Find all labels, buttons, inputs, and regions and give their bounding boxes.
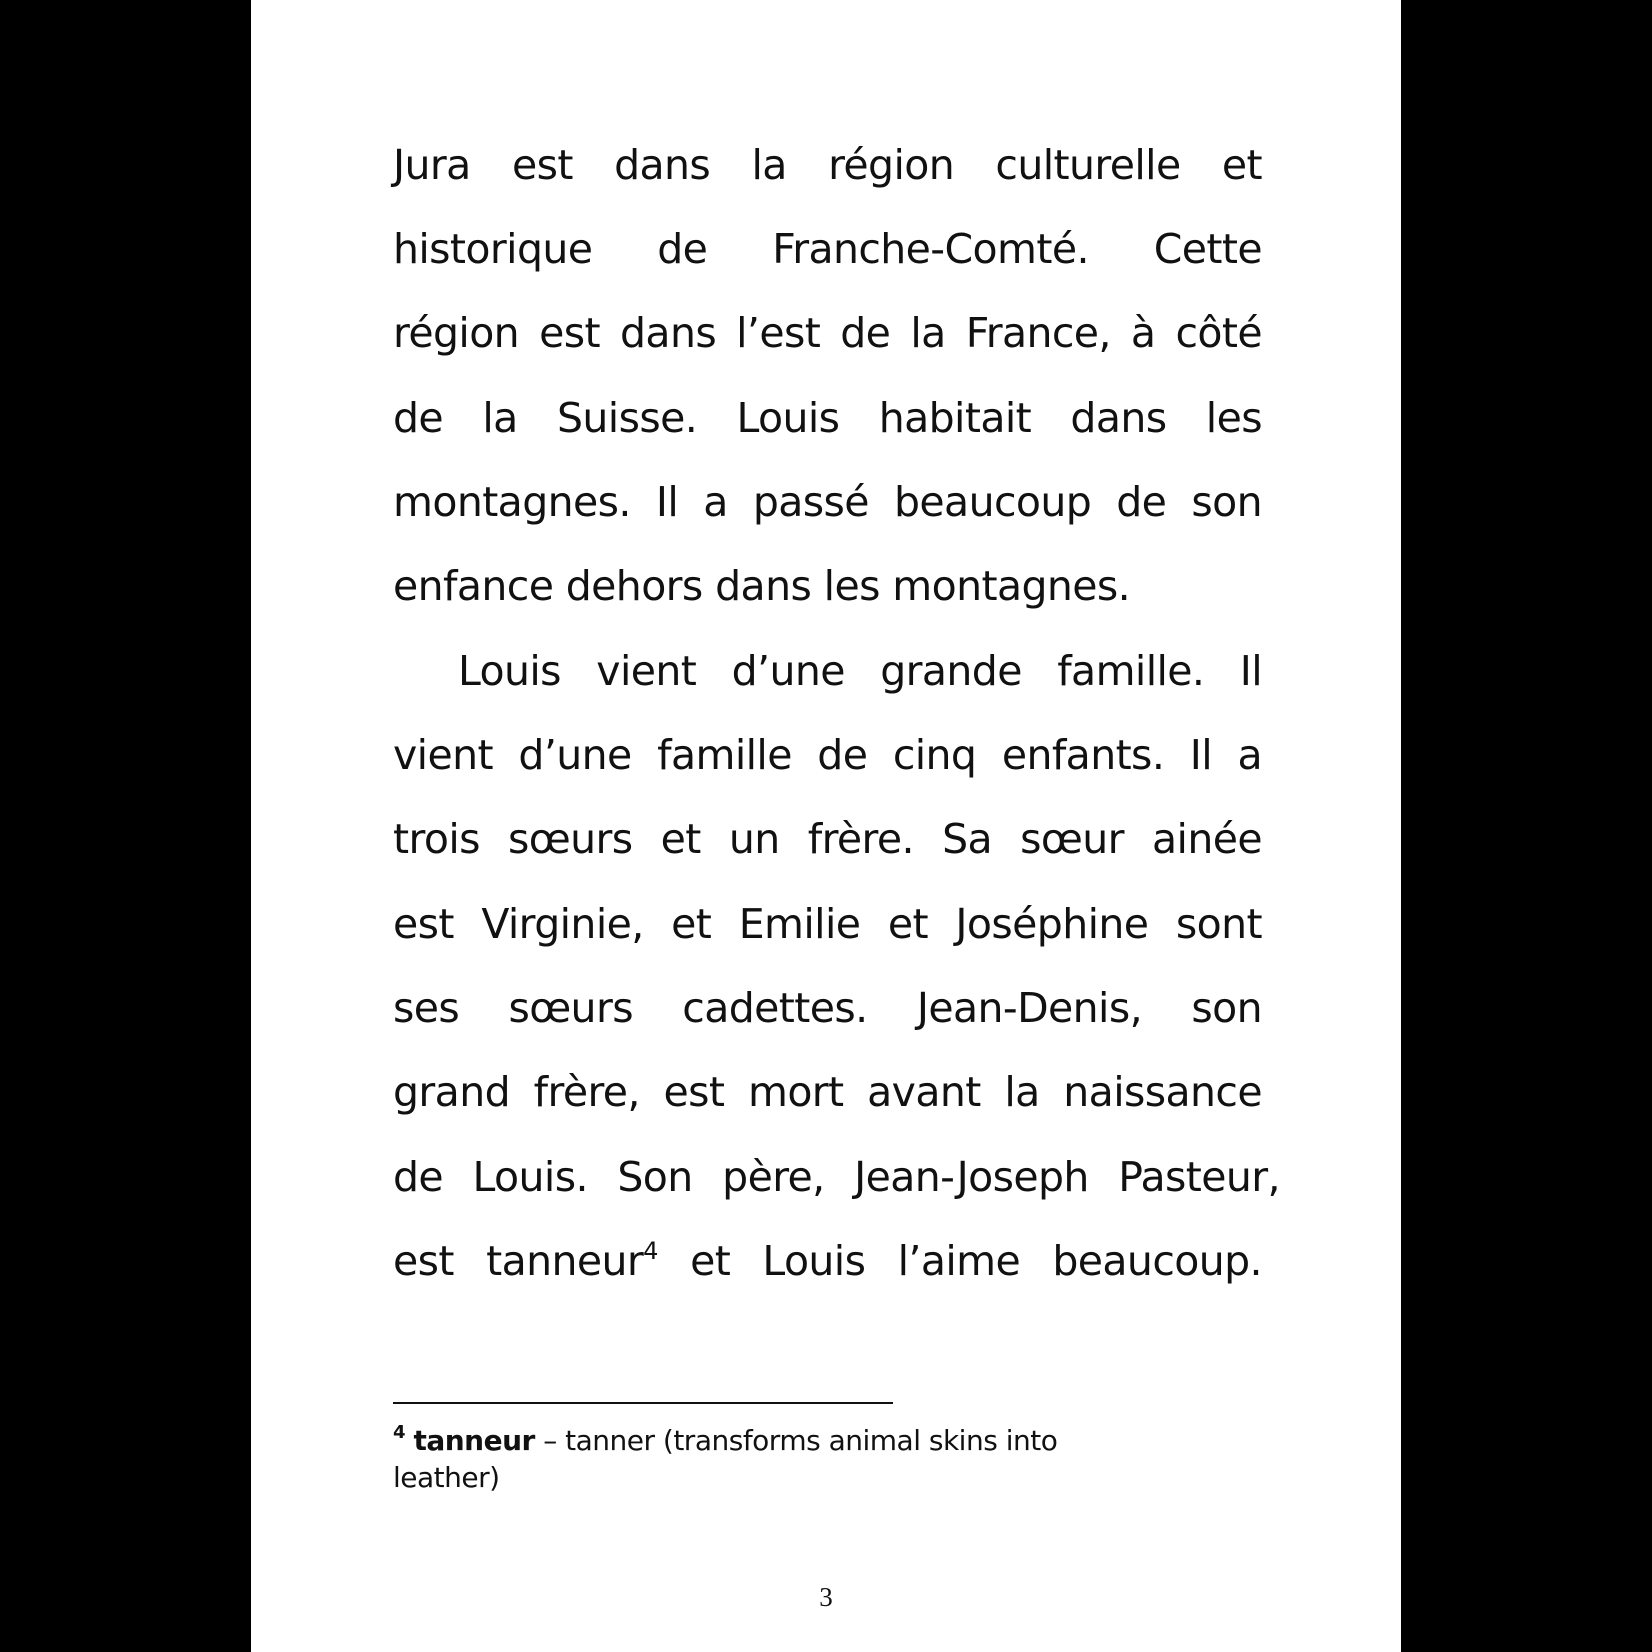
footnote-separator-dash: –	[534, 1424, 566, 1457]
text-line: montagnes. Il a passé beaucoup de son	[393, 478, 1262, 526]
footnote-number: 4	[393, 1422, 406, 1443]
text-line: enfance dehors dans les montagnes.	[393, 562, 1131, 610]
text-line: Jura est dans la région culturelle et	[393, 141, 1262, 189]
text-line: de Louis. Son père, Jean-Joseph Pasteur,	[393, 1153, 1280, 1201]
footnote	[393, 1422, 1193, 1496]
document-page	[251, 0, 1401, 1652]
footnote-reference[interactable]: 4	[643, 1237, 658, 1265]
footnote-term: tanneur	[413, 1424, 535, 1457]
text-line: de la Suisse. Louis habitait dans les	[393, 394, 1262, 442]
footnote-definition: tanner (transforms animal skins into	[565, 1424, 1058, 1457]
text-line: région est dans l’est de la France, à côté	[393, 309, 1262, 357]
text-fragment: est tanneur	[393, 1237, 644, 1285]
text-line: vient d’une famille de cinq enfants. Il a	[393, 731, 1262, 779]
text-line: trois sœurs et un frère. Sa sœur ainée	[393, 815, 1262, 863]
text-line: grand frère, est mort avant la naissance	[393, 1068, 1262, 1116]
footnote-separator	[393, 1402, 893, 1404]
page-number: 3	[819, 1582, 833, 1612]
text-line: historique de Franche-Comté. Cette	[393, 225, 1262, 273]
text-line: est Virginie, et Emilie et Joséphine sont	[393, 900, 1262, 948]
text-fragment: et Louis l’aime beaucoup.	[657, 1237, 1262, 1285]
text-line: ses sœurs cadettes. Jean-Denis, son	[393, 984, 1262, 1032]
footnote-definition-continued: leather)	[393, 1461, 500, 1494]
text-line-with-footnote	[393, 1231, 1262, 1291]
paragraph-start-line: Louis vient d’une grande famille. Il	[458, 647, 1262, 695]
